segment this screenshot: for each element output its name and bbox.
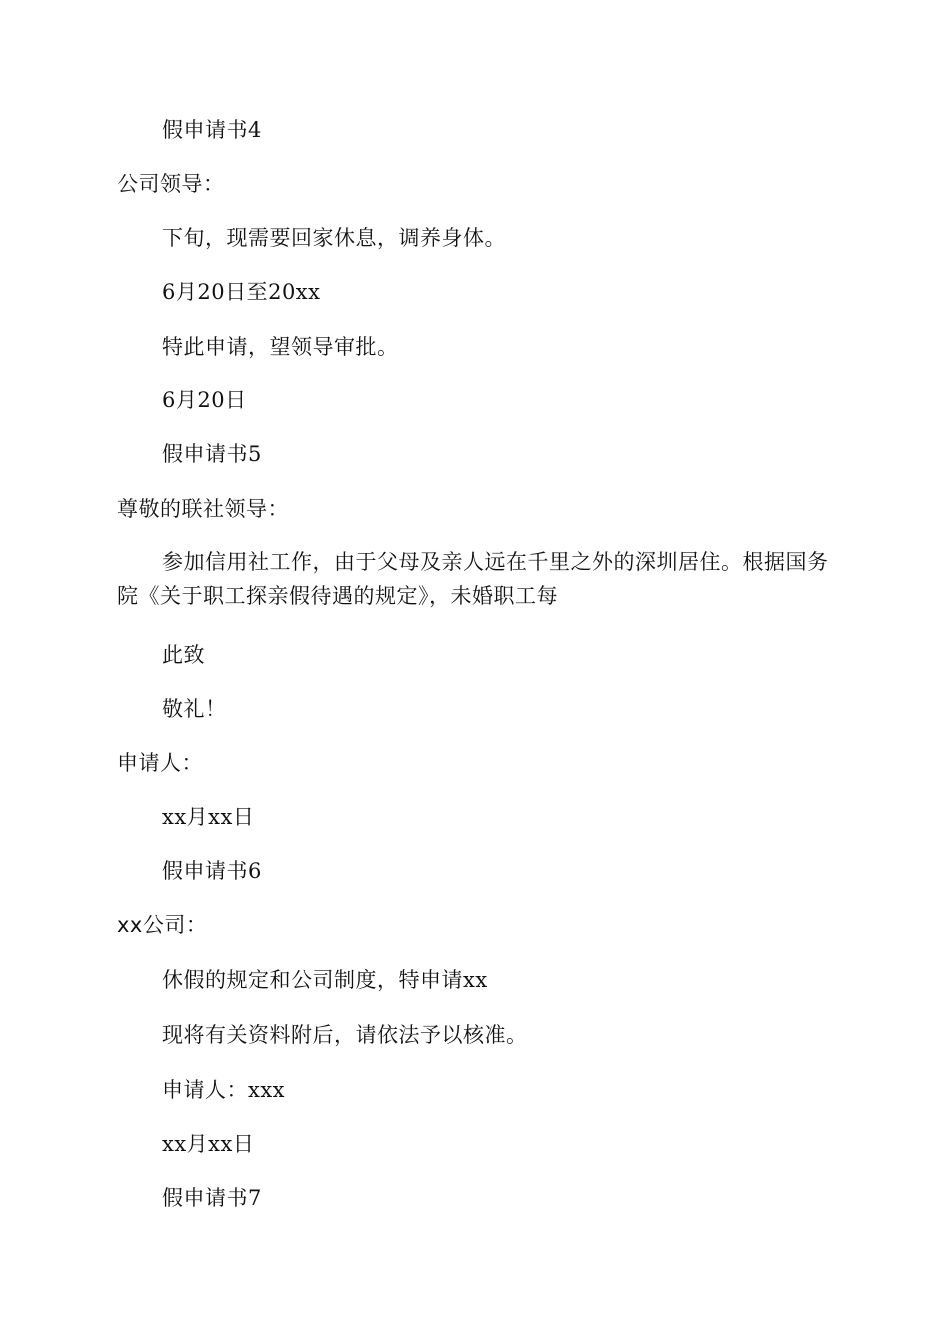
salutation-xx-company: xx公司： — [117, 913, 208, 937]
body-text-leave-rules: 休假的规定和公司制度，特申请xx — [162, 968, 488, 992]
section-title-5: 假申请书5 — [162, 442, 262, 466]
applicant-signature: 申请人：xxx — [162, 1078, 286, 1102]
section-title-6: 假申请书6 — [162, 859, 262, 883]
signature-date: 6月20日 — [162, 388, 247, 412]
salutation-union-leaders: 尊敬的联社领导： — [117, 497, 289, 521]
applicant-label: 申请人： — [117, 751, 203, 775]
closing-salute: 敬礼！ — [162, 697, 227, 721]
body-paragraph: 参加信用社工作，由于父母及亲人远在千里之外的深圳居住。根据国务院《关于职工探亲假待遇的规定》，未婚职工每 — [117, 550, 829, 608]
signature-date: xx月xx日 — [162, 805, 255, 829]
salutation-company-leaders: 公司领导： — [117, 172, 225, 196]
section-title-4: 假申请书4 — [162, 118, 262, 142]
closing-phrase: 此致 — [162, 643, 205, 667]
body-text-rest: 下旬，现需要回家休息，调养身体。 — [162, 226, 506, 250]
body-text-attachments: 现将有关资料附后，请依法予以核准。 — [162, 1023, 528, 1047]
date-range: 6月20日至20xx — [162, 280, 321, 304]
request-closing: 特此申请，望领导审批。 — [162, 335, 399, 359]
signature-date: xx月xx日 — [162, 1132, 255, 1156]
section-title-7: 假申请书7 — [162, 1186, 262, 1210]
